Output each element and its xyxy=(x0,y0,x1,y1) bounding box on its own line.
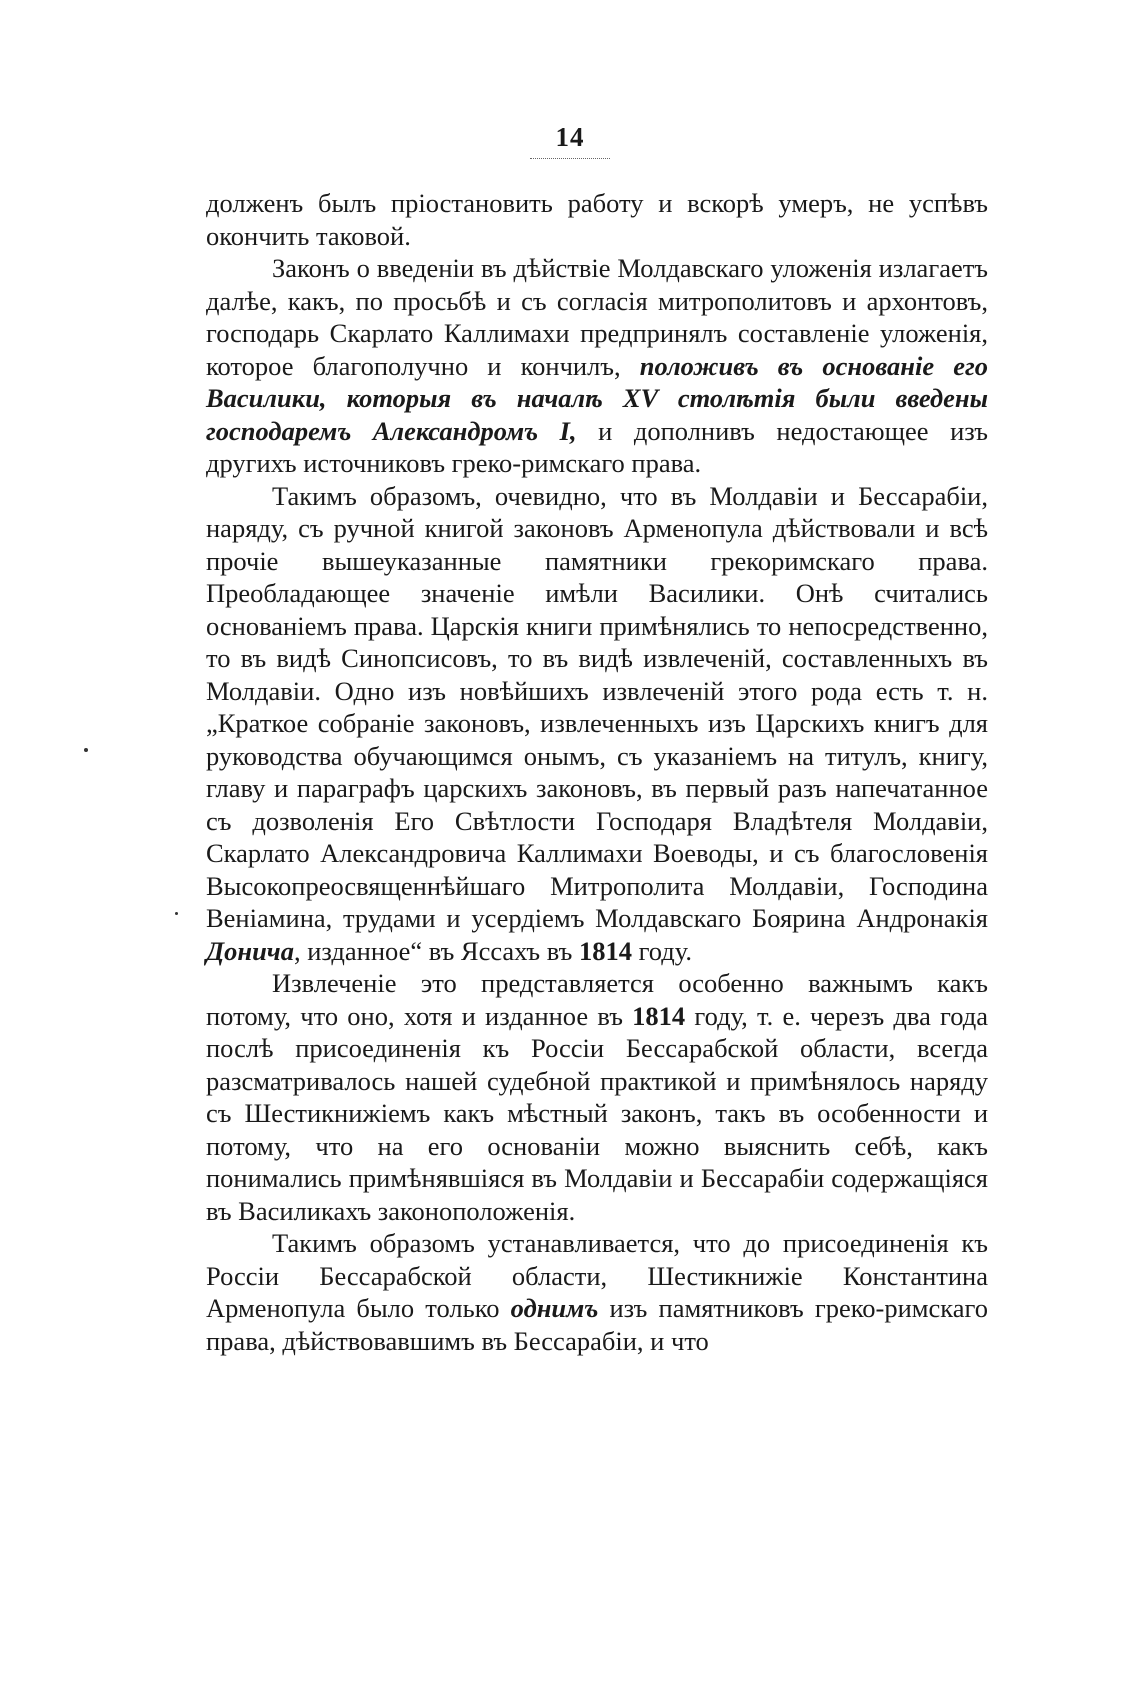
italic-text-run: однимъ xyxy=(510,1293,599,1323)
paragraph-p5 xyxy=(206,1227,988,1357)
page-number: 14 xyxy=(555,122,585,152)
text-run: долженъ былъ пріостановить работу и вскорѣ умеръ, не успѣвъ окончить таковой. xyxy=(206,188,988,251)
text-run: изъ памятниковъ греко-римскаго права, дѣйствовавшимъ въ Бессарабіи, и что xyxy=(206,1293,988,1356)
bold-text-run: 1814 xyxy=(578,935,632,966)
text-run: Извлеченіе это представляется особенно важнымъ какъ потому, что оно, хотя и изданное въ xyxy=(206,968,988,1031)
italic-text-run: Донича xyxy=(206,935,294,966)
italic-text-run: положивъ въ основаніе его Василики, которыя въ началѣ XV столѣтія были введены господаремъ Александромъ I, xyxy=(206,350,988,446)
text-run: Законъ о введеніи въ дѣйствіе Молдавскаго уложенія излагаетъ далѣе, какъ, по просьбѣ и съ согласія митрополитовъ и архонтовъ, господарь Скарлато Каллимахи предпринялъ составленіе уложенія, которое благополучно и кончилъ, xyxy=(206,253,988,381)
text-run: году. xyxy=(631,935,692,966)
paragraph-p2 xyxy=(206,252,988,480)
text-run: Такимъ образомъ, очевидно, что въ Молдавіи и Бессарабіи, наряду, съ ручной книгой законовъ Арменопула дѣйствовали и всѣ прочіе вышеуказанные памятники грекоримскаго права. Преобладающее значеніе имѣли Василики. Онѣ считались основаніемъ права. Царскія книги примѣнялись то непосредственно, то въ видѣ Синопсисовъ, то въ видѣ извлеченій, составленныхъ въ Молдавіи. Одно изъ новѣйшихъ извлеченій этого рода есть т. н. „Краткое собраніе законовъ, извлеченныхъ изъ Царскихъ книгъ для руководства обучающимся онымъ, съ указаніемъ на титулъ, книгу, главу и параграфъ царскихъ законовъ, въ первый разъ напечатанное съ дозволенія Его Свѣтлости Господаря Владѣтеля Молдавіи, Скарлато Александровича Каллимахи Воеводы, и съ благословенія Высокопреосвященнѣйшаго Митрополита Молдавіи, Господина Веніамина, трудами и усердіемъ Молдавскаго Боярина Андронакія xyxy=(206,480,988,933)
text-run: Такимъ образомъ устанавливается, что до присоединенія къ Россіи Бессарабской области, Шестикнижіе Константина Арменопула было только xyxy=(206,1228,988,1323)
paragraph-p4 xyxy=(206,967,988,1227)
bold-text-run: 1814 xyxy=(632,1000,686,1031)
text-run: и дополнивъ недостающее изъ другихъ источниковъ греко-римскаго права. xyxy=(206,415,988,478)
margin-speck xyxy=(175,912,178,915)
text-run: году, т. е. черезъ два года послѣ присоединенія къ Россіи Бессарабской области, всегда разсматривалось нашей судебной практикой и примѣнялось наряду съ Шестикнижіемъ какъ мѣстный законъ, такъ въ особенности и потому, что на его основаніи можно выяснить себѣ, какъ понимались примѣнявшіяся въ Молдавіи и Бессарабіи содержащіяся въ Василикахъ законоположенія. xyxy=(206,1000,988,1226)
paragraph-p3 xyxy=(206,480,988,968)
margin-speck xyxy=(84,748,88,752)
header-rule xyxy=(530,158,610,159)
body-text xyxy=(206,187,988,1357)
text-run: , изданное“ въ Яссахъ въ xyxy=(293,935,579,966)
paragraph-p1 xyxy=(206,187,988,252)
